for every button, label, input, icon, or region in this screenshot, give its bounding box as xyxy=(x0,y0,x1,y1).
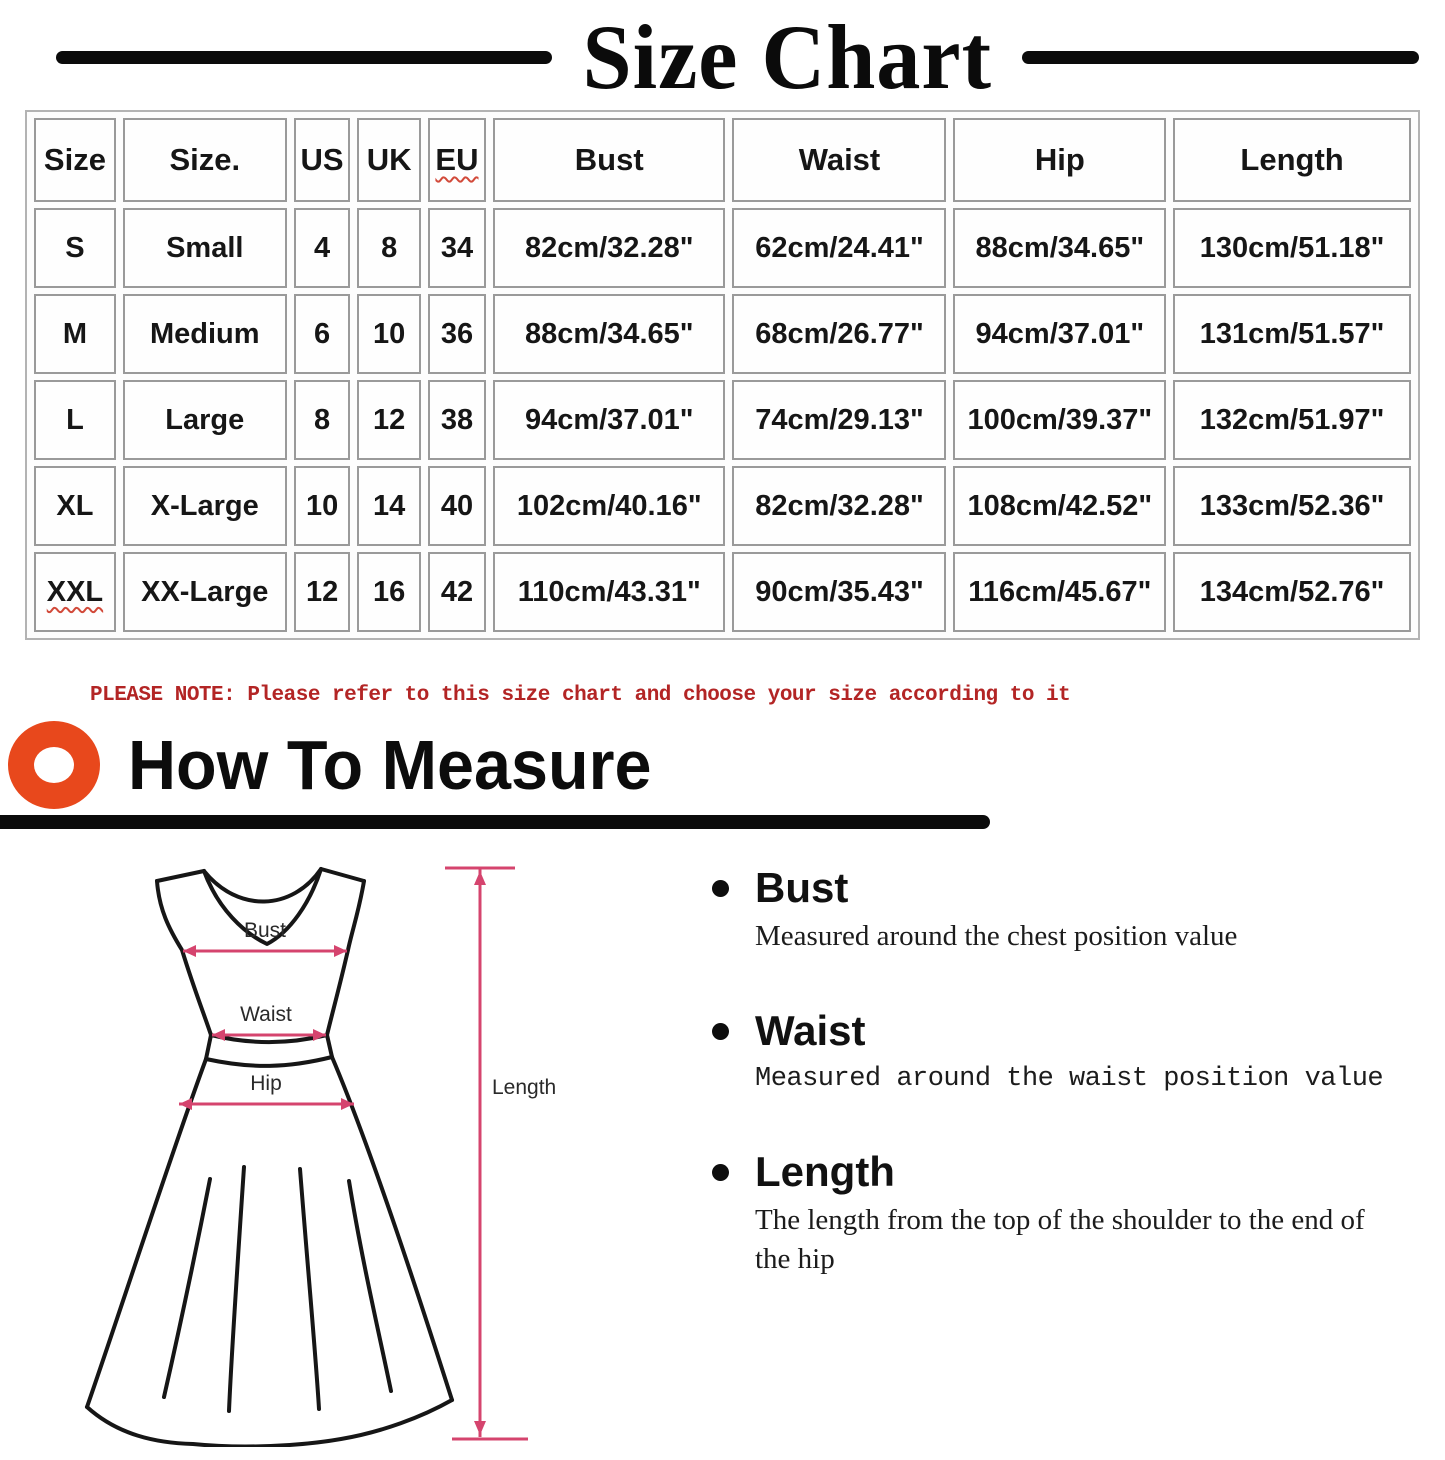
page-title: Size Chart xyxy=(582,6,992,108)
table-row-s xyxy=(34,208,1411,288)
cell: 16 xyxy=(357,552,420,632)
cell: 82cm/32.28" xyxy=(493,208,725,288)
cell: Large xyxy=(123,380,287,460)
cell: 8 xyxy=(294,380,351,460)
dress-diagram xyxy=(60,851,620,1452)
col-header-eu: EU xyxy=(428,118,486,202)
cell: 133cm/52.36" xyxy=(1173,466,1411,546)
list-item-length xyxy=(712,1149,1412,1279)
cell: 88cm/34.65" xyxy=(953,208,1166,288)
cell: 94cm/37.01" xyxy=(953,294,1166,374)
cell: 42 xyxy=(428,552,486,632)
table-header-row xyxy=(34,118,1411,202)
bullet-description: Measured around the chest position value xyxy=(755,920,1238,953)
cell: L xyxy=(34,380,116,460)
title-rule-left xyxy=(56,51,552,64)
col-header-bust: Bust xyxy=(493,118,725,202)
target-ring-icon xyxy=(8,721,100,809)
size-chart-header xyxy=(0,0,1445,108)
cell: 38 xyxy=(428,380,486,460)
bullet-icon xyxy=(712,880,729,897)
table-row-m xyxy=(34,294,1411,374)
cell: X-Large xyxy=(123,466,287,546)
cell: 12 xyxy=(294,552,351,632)
list-item-bust xyxy=(712,865,1412,956)
cell: 74cm/29.13" xyxy=(732,380,946,460)
col-header-size-name: Size. xyxy=(123,118,287,202)
bullet-icon xyxy=(712,1023,729,1040)
table-row-xl xyxy=(34,466,1411,546)
measure-instructions xyxy=(712,851,1412,1452)
cell: 116cm/45.67" xyxy=(953,552,1166,632)
table-row-xxl xyxy=(34,552,1411,632)
cell: 88cm/34.65" xyxy=(493,294,725,374)
how-to-measure-title: How To Measure xyxy=(128,726,652,804)
col-header-hip: Hip xyxy=(953,118,1166,202)
diagram-label-bust: Bust xyxy=(243,919,287,942)
bullet-label: Length xyxy=(755,1147,895,1195)
cell: 100cm/39.37" xyxy=(953,380,1166,460)
cell: M xyxy=(34,294,116,374)
size-table xyxy=(25,110,1420,640)
list-item-waist xyxy=(712,1008,1412,1097)
how-to-measure-header xyxy=(8,719,1445,811)
measure-section xyxy=(0,851,1445,1452)
cell: XX-Large xyxy=(123,552,287,632)
cell: 82cm/32.28" xyxy=(732,466,946,546)
col-header-uk: UK xyxy=(357,118,420,202)
col-header-length: Length xyxy=(1173,118,1411,202)
cell: 10 xyxy=(357,294,420,374)
col-header-waist: Waist xyxy=(732,118,946,202)
cell: XXL xyxy=(34,552,116,632)
cell: 134cm/52.76" xyxy=(1173,552,1411,632)
bullet-icon xyxy=(712,1164,729,1181)
cell: 14 xyxy=(357,466,420,546)
cell: Medium xyxy=(123,294,287,374)
dress-measurement-diagram xyxy=(60,851,620,1447)
cell: S xyxy=(34,208,116,288)
diagram-label-waist: Waist xyxy=(240,1003,292,1026)
cell: 36 xyxy=(428,294,486,374)
cell: 132cm/51.97" xyxy=(1173,380,1411,460)
cell: 110cm/43.31" xyxy=(493,552,725,632)
cell: 108cm/42.52" xyxy=(953,466,1166,546)
bullet-description: The length from the top of the shoulder to the end of the hip xyxy=(755,1204,1365,1276)
cell: 94cm/37.01" xyxy=(493,380,725,460)
cell: 68cm/26.77" xyxy=(732,294,946,374)
title-rule-right xyxy=(1022,51,1419,64)
cell: 130cm/51.18" xyxy=(1173,208,1411,288)
cell: Small xyxy=(123,208,287,288)
cell: XL xyxy=(34,466,116,546)
cell: 8 xyxy=(357,208,420,288)
table-row-l xyxy=(34,380,1411,460)
cell: 4 xyxy=(294,208,351,288)
diagram-label-hip: Hip xyxy=(250,1072,282,1095)
cell: 34 xyxy=(428,208,486,288)
col-header-us: US xyxy=(294,118,351,202)
bullet-label: Waist xyxy=(755,1007,866,1055)
cell: 90cm/35.43" xyxy=(732,552,946,632)
bullet-label: Bust xyxy=(755,864,849,911)
col-header-size: Size xyxy=(34,118,116,202)
cell: 10 xyxy=(294,466,351,546)
size-note: PLEASE NOTE: Please refer to this size chart and choose your size according to it xyxy=(90,684,1071,707)
cell: 40 xyxy=(428,466,486,546)
heading-rule xyxy=(0,815,990,829)
cell: 102cm/40.16" xyxy=(493,466,725,546)
cell: 6 xyxy=(294,294,351,374)
cell: 12 xyxy=(357,380,420,460)
bullet-description: Measured around the waist position value xyxy=(755,1063,1384,1094)
cell: 131cm/51.57" xyxy=(1173,294,1411,374)
diagram-label-length: Length xyxy=(492,1076,557,1099)
cell: 62cm/24.41" xyxy=(732,208,946,288)
